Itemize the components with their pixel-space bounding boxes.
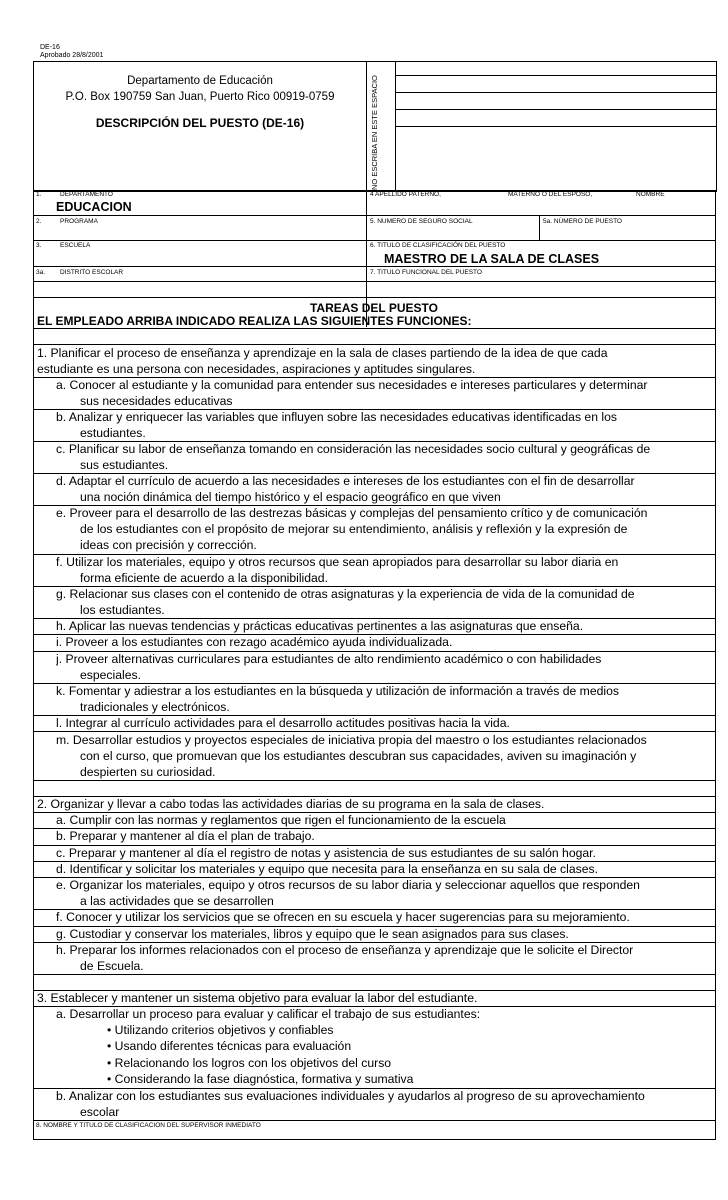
- no-escriba-label: NO ESCRIBA EN ESTE ESPACIO: [370, 75, 379, 190]
- field-4-label: 4 APELLIDO PATERNO,: [370, 191, 441, 198]
- task-line: los estudiantes.: [80, 603, 165, 617]
- field-7-label: 7. TITULO FUNCIONAL DEL PUESTO: [370, 269, 482, 276]
- task-line: a las actividades que se desarrollen: [80, 894, 274, 908]
- task-line: tradicionales y electrónicos.: [80, 700, 230, 714]
- task-line: • Usando diferentes técnicas para evaluación: [107, 1039, 352, 1053]
- task-line: c. Planificar su labor de enseñanza tomando en consideración las necesidades socio cultural y geográficas de: [56, 442, 651, 456]
- task-line: k. Fomentar y adiestrar a los estudiantes en la búsqueda y utilización de información a través de medios: [56, 684, 619, 698]
- task-line: con el curso, que promuevan que los estudiantes descubran sus capacidades, aviven su imaginación y: [80, 749, 637, 763]
- task-line: estudiantes.: [80, 426, 146, 440]
- task-line: a. Conocer al estudiante y la comunidad para entender sus necesidades e intereses particulares y determinar: [56, 378, 648, 392]
- task-line: f. Conocer y utilizar los servicios que se ofrecen en su escuela y hacer sugerencias para su mejoramiento.: [56, 910, 630, 924]
- task-line: e. Organizar los materiales, equipo y otros recursos de su labor diaria y seleccionar aquellos que responden: [56, 878, 640, 892]
- task-line: e. Proveer para el desarrollo de las destrezas básicas y complejas del pensamiento crítico y de comunicación: [56, 506, 648, 520]
- task-line: de Escuela.: [80, 959, 144, 973]
- task-line: j. Proveer alternativas curriculares para estudiantes de alto rendimiento académico o con habilidades: [56, 652, 602, 666]
- field-1-num: 1.: [36, 191, 42, 198]
- task-line: sus necesidades educativas: [80, 394, 233, 408]
- field-5-label: 5. NUMERO DE SEGURO SOCIAL: [370, 218, 473, 225]
- task-line: l. Integrar al currículo actividades para el desarrollo actitudes positivas hacia la vida.: [56, 716, 510, 730]
- form-title: DESCRIPCIÓN DEL PUESTO (DE-16): [95, 116, 305, 130]
- field-6-value: MAESTRO DE LA SALA DE CLASES: [384, 252, 600, 266]
- field-3-label: ESCUELA: [60, 242, 91, 249]
- form-code: DE-16: [40, 44, 60, 51]
- field-3-num: 3.: [36, 242, 42, 249]
- task-line: • Relacionando los logros con los objetivos del curso: [107, 1056, 392, 1070]
- field-1-value: EDUCACION: [56, 200, 132, 214]
- task-line: h. Aplicar las nuevas tendencias y prácticas educativas pertinentes a las asignaturas que enseña.: [56, 619, 584, 633]
- task-line: b. Analizar con los estudiantes sus evaluaciones individuales y ayudarlos al progreso de su aprovechamiento: [56, 1089, 645, 1103]
- field-8-label: 8. NOMBRE Y TITULO DE CLASIFICACION DEL SUPERVISOR INMEDIATO: [36, 1122, 261, 1129]
- task-line: c. Preparar y mantener al día el registro de notas y asistencia de sus estudiantes de su salón hogar.: [56, 846, 596, 860]
- field-5a-label: 5a. NÚMERO DE PUESTO: [543, 218, 622, 225]
- task-line: una noción dinámica del tiempo histórico y el espacio geográfico en que viven: [80, 490, 501, 504]
- approval-date: Aprobado 28/8/2001: [40, 52, 104, 59]
- task-line: d. Adaptar el currículo de acuerdo a las necesidades e intereses de los estudiantes con el fin de desarrollar: [56, 474, 635, 488]
- tasks-subheading: EL EMPLEADO ARRIBA INDICADO REALIZA LAS SIGUIENTES FUNCIONES:: [37, 314, 472, 328]
- task-line: sus estudiantes.: [80, 458, 169, 472]
- task-line: b. Preparar y mantener al día el plan de trabajo.: [56, 829, 315, 843]
- task-line: d. Identificar y solicitar los materiales y equipo que necesita para la enseñanza en su sala de clases.: [56, 862, 598, 876]
- task-line: • Considerando la fase diagnóstica, formativa y sumativa: [107, 1072, 414, 1086]
- task-line: a. Desarrollar un proceso para evaluar y calificar el trabajo de sus estudiantes:: [56, 1007, 481, 1021]
- task-line: m. Desarrollar estudios y proyectos especiales de iniciativa propia del maestro o los estudiantes relacionados: [56, 733, 647, 747]
- task-line: g. Relacionar sus clases con el contenido de otras asignaturas y la experiencia de vida de la comunidad de: [56, 587, 635, 601]
- task-line: 3. Establecer y mantener un sistema objetivo para evaluar la labor del estudiante.: [37, 991, 478, 1005]
- field-4-nombre: NOMBRE: [636, 191, 665, 198]
- field-2-label: PROGRAMA: [60, 218, 98, 225]
- task-line: despierten su curiosidad.: [80, 765, 216, 779]
- task-line: 2. Organizar y llevar a cabo todas las actividades diarias de su programa en la sala de clases.: [37, 797, 545, 811]
- field-3a-num: 3a.: [36, 269, 46, 276]
- address-line: P.O. Box 190759 San Juan, Puerto Rico 00919-0759: [65, 91, 335, 103]
- task-line: g. Custodiar y conservar los materiales, libros y equipo que le sean asignados para sus clases.: [56, 927, 569, 941]
- department-line: Departamento de Educación: [127, 75, 273, 87]
- task-line: ideas con precisión y corrección.: [80, 538, 257, 552]
- task-line: especiales.: [80, 668, 141, 682]
- field-2-num: 2.: [36, 218, 42, 225]
- task-line: f. Utilizar los materiales, equipo y otros recursos que sean apropiados para desarrollar su labor diaria en: [56, 555, 619, 569]
- task-line: de los estudiantes con el propósito de mejorar su entendimiento, análisis y reflexión y la expresión de: [80, 522, 628, 536]
- task-line: i. Proveer a los estudiantes con rezago académico ayuda individualizada.: [56, 635, 453, 649]
- task-line: forma eficiente de acuerdo a la disponibilidad.: [80, 571, 328, 585]
- task-line: 1. Planificar el proceso de enseñanza y aprendizaje en la sala de clases partiendo de la idea de que cada: [37, 346, 608, 360]
- tasks-heading: TAREAS DEL PUESTO: [309, 301, 439, 315]
- task-line: a. Cumplir con las normas y reglamentos que rigen el funcionamiento de la escuela: [56, 813, 506, 827]
- task-line: escolar: [80, 1105, 120, 1119]
- task-line: • Utilizando criterios objetivos y confiables: [107, 1023, 334, 1037]
- field-6-label: 6. TITULO DE CLASIFICACIÓN DEL PUESTO: [370, 242, 506, 249]
- field-3a-label: DISTRITO ESCOLAR: [60, 269, 124, 276]
- task-line: b. Analizar y enriquecer las variables que influyen sobre las necesidades educativas identificadas en los: [56, 410, 617, 424]
- task-line: estudiante es una persona con necesidades, aspiraciones y aptitudes singulares.: [37, 362, 476, 376]
- field-1-label: DEPARTAMENTO: [60, 191, 113, 198]
- field-4-materno: MATERNO O DEL ESPOSO,: [508, 191, 593, 198]
- task-line: h. Preparar los informes relacionados con el proceso de enseñanza y aprendizaje que le solicite el Director: [56, 943, 634, 957]
